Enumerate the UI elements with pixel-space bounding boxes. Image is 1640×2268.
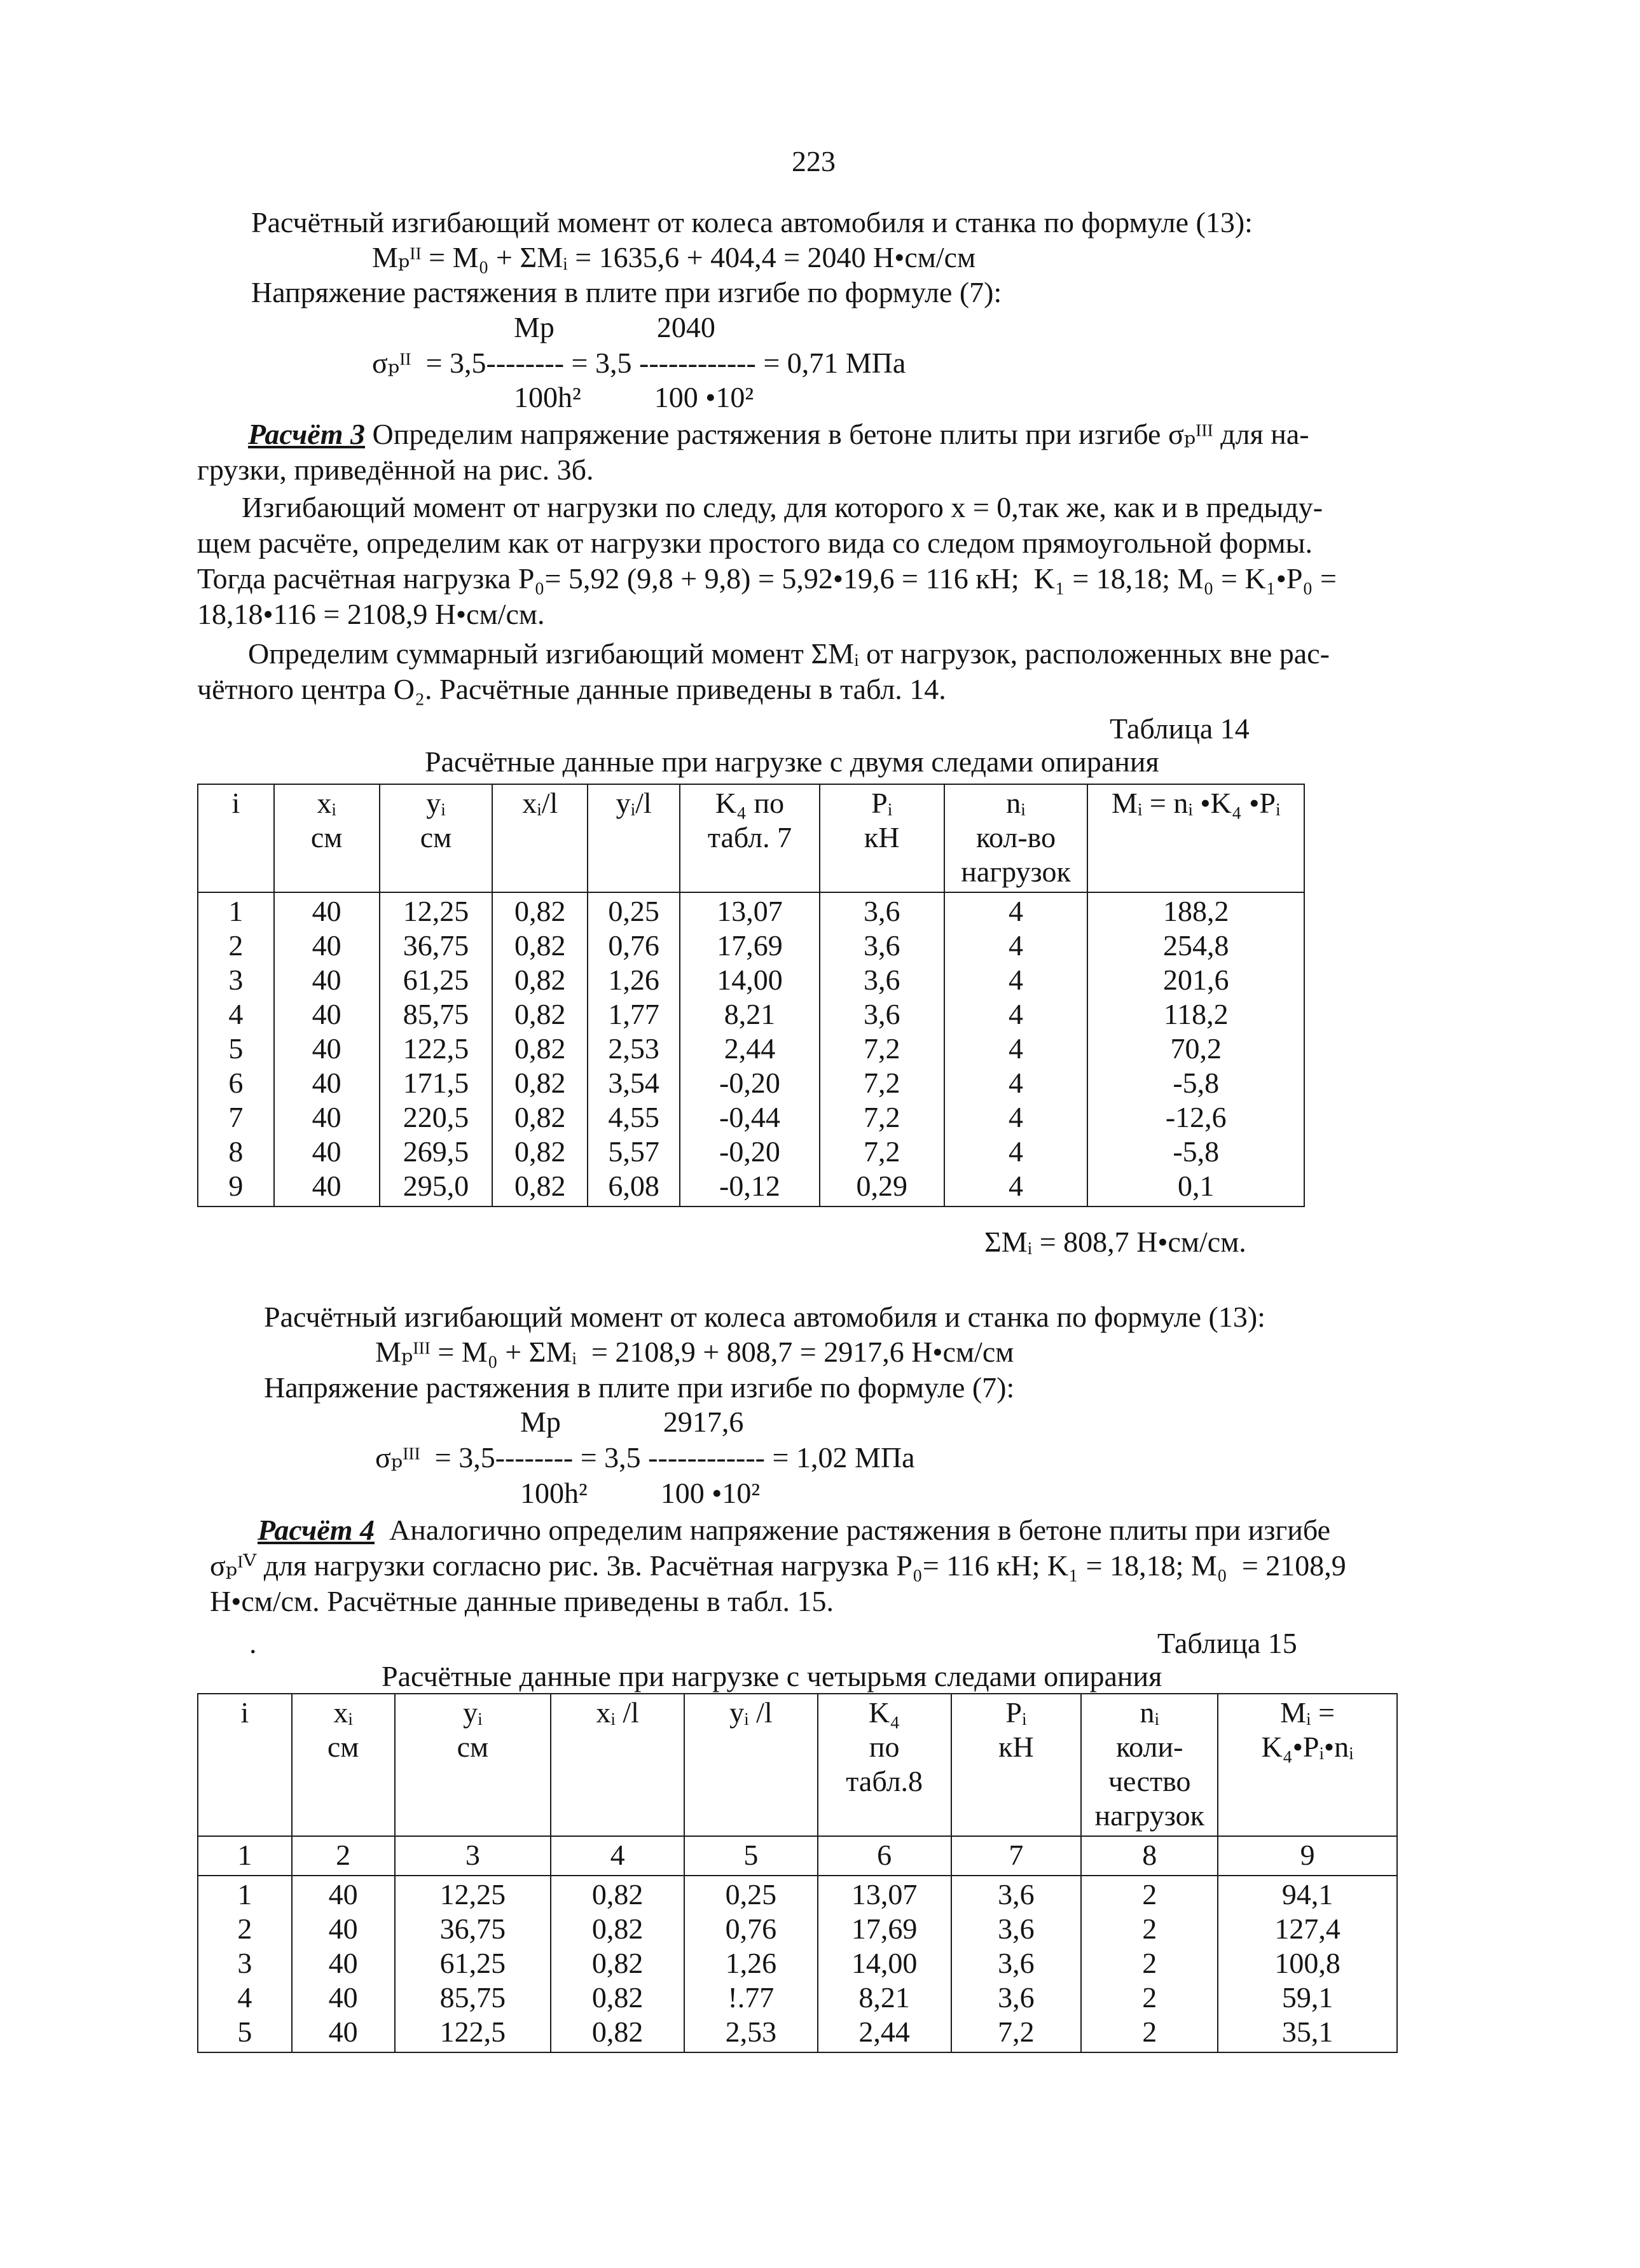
table-row [198,1169,1304,1207]
table-cell: 2 [1081,1946,1218,1981]
table-cell: 4 [944,892,1088,929]
table15-label: Таблица 15 [1157,1627,1297,1659]
table-cell: 122,5 [395,2015,551,2052]
table-cell: 0,82 [551,1876,684,1912]
table-cell: -5,8 [1087,1135,1304,1169]
table-cell: !.77 [684,1981,818,2015]
table-cell: 4,55 [588,1100,680,1135]
table-cell: 36,75 [380,929,493,963]
table-cell: 118,2 [1087,997,1304,1032]
table-header-cell: xᵢ/l [492,784,588,892]
table-cell: 61,25 [380,963,493,997]
table-cell: 1 [198,1876,292,1912]
table-cell: 40 [274,963,380,997]
table-cell: 171,5 [380,1066,493,1100]
table-column-number-cell: 1 [198,1836,292,1876]
table-cell: 94,1 [1218,1876,1397,1912]
table-cell: 85,75 [380,997,493,1032]
table-cell: 4 [944,929,1088,963]
table-column-number-cell: 3 [395,1836,551,1876]
table-cell: 4 [944,1032,1088,1066]
table-cell: 40 [274,1100,380,1135]
table-cell: 61,25 [395,1946,551,1981]
table-header-cell: Mᵢ = K₄•Pᵢ•nᵢ [1218,1694,1397,1836]
table-cell: 0,82 [492,1066,588,1100]
table-header-cell: nᵢ коли- чество нагрузок [1081,1694,1218,1836]
table-cell: 7,2 [820,1066,944,1100]
table-cell: 35,1 [1218,2015,1397,2052]
table-cell: 201,6 [1087,963,1304,997]
table-column-number-cell: 4 [551,1836,684,1876]
table-header-cell: i [198,1694,292,1836]
table-cell: -0,20 [680,1135,820,1169]
table-column-number-cell: 7 [951,1836,1082,1876]
table-cell: 7,2 [820,1032,944,1066]
table-14 [197,784,1305,1207]
table-cell: 40 [274,1066,380,1100]
table-cell: 3,6 [951,1876,1082,1912]
paragraph-moment-intro-2: Расчётный изгибающий момент от колеса автомобиля и станка по формуле (13): [264,1301,1265,1333]
table-cell: 70,2 [1087,1032,1304,1066]
table-cell: 8,21 [818,1981,951,2015]
table-cell: 6,08 [588,1169,680,1207]
table-cell: 3,6 [820,963,944,997]
table-cell: 7,2 [820,1100,944,1135]
formula-sigma-iii-denominator: 100h² 100 •10² [520,1477,761,1509]
table14-sum: ΣMᵢ = 808,7 Н•см/см. [984,1226,1246,1258]
table-cell: 0,25 [684,1876,818,1912]
table-cell: 127,4 [1218,1912,1397,1946]
table-cell: 0,82 [492,1032,588,1066]
table-cell: 7,2 [820,1135,944,1169]
table-cell: 2 [1081,1912,1218,1946]
table-row [198,1135,1304,1169]
calc4-heading: Расчёт 4 [258,1514,375,1546]
table-cell: 9 [198,1169,274,1207]
paragraph-sum-line-2: чётного центра O₂. Расчётные данные приведены в табл. 14. [197,673,946,705]
table-cell: -0,12 [680,1169,820,1207]
table-cell: 17,69 [818,1912,951,1946]
table-cell: 4 [944,1135,1088,1169]
calc3-line-2: грузки, приведённой на рис. 3б. [197,453,594,486]
table-column-number-cell: 5 [684,1836,818,1876]
table-column-number-cell: 6 [818,1836,951,1876]
table-cell: 100,8 [1218,1946,1397,1981]
formula-mp-iii: Mₚᴵᴵᴵ = M₀ + ΣMᵢ = 2108,9 + 808,7 = 2917,6 Н•см/см [375,1336,1014,1368]
table-cell: 40 [274,929,380,963]
table-header-row [198,784,1304,892]
formula-sigma-iii: σₚᴵᴵᴵ = 3,5-------- = 3,5 ------------ = 1,02 МПа [375,1441,915,1474]
paragraph-stress-intro: Напряжение растяжения в плите при изгибе по формуле (7): [251,276,1002,308]
table-cell: 2 [1081,1876,1218,1912]
table-cell: 0,82 [492,892,588,929]
formula-sigma-ii: σₚᴵᴵ = 3,5-------- = 3,5 ------------ = 0,71 МПа [372,347,906,379]
table-cell: 3,54 [588,1066,680,1100]
calc4-line-1 [258,1512,1330,1548]
table-cell: 0,82 [492,1169,588,1207]
table-cell: 14,00 [818,1946,951,1981]
table-header-cell: K₄ по табл.8 [818,1694,951,1836]
table-cell: 0,82 [492,963,588,997]
table-cell: 0,82 [492,1100,588,1135]
table-cell: 8,21 [680,997,820,1032]
table-header-cell: yᵢ /l [684,1694,818,1836]
table-cell: 2 [198,929,274,963]
table-cell: 188,2 [1087,892,1304,929]
table-cell: 2,44 [818,2015,951,2052]
page-number: 223 [792,145,836,177]
formula-sigma-ii-numerator: Mр 2040 [514,311,715,343]
table-row [198,963,1304,997]
table-cell: 6 [198,1066,274,1100]
table-header-cell: nᵢ кол-во нагрузок [944,784,1088,892]
calc4-line-3: Н•см/см. Расчётные данные приведены в табл. 15. [210,1585,834,1617]
table-cell: 12,25 [395,1876,551,1912]
table-column-number-row [198,1836,1397,1876]
table-cell: 40 [274,997,380,1032]
paragraph-load-line-2: щем расчёте, определим как от нагрузки простого вида со следом прямоугольной формы. [197,527,1313,559]
table15-dot: . [249,1627,257,1659]
table-row [198,892,1304,929]
table-cell: 40 [292,1912,395,1946]
table-cell: 1,26 [588,963,680,997]
calc3-text: Определим напряжение растяжения в бетоне плиты при изгибе σₚᴵᴵᴵ для на- [365,418,1309,450]
table-cell: 4 [944,1100,1088,1135]
table-cell: 0,76 [684,1912,818,1946]
table-cell: 12,25 [380,892,493,929]
table-cell: 4 [944,963,1088,997]
table-header-cell: yᵢ см [395,1694,551,1836]
table-header-row [198,1694,1397,1836]
table-15 [197,1693,1398,2053]
table-cell: 59,1 [1218,1981,1397,2015]
table-header-cell: xᵢ /l [551,1694,684,1836]
table-cell: 0,82 [551,2015,684,2052]
table-column-number-cell: 2 [292,1836,395,1876]
table-cell: 0,25 [588,892,680,929]
table-cell: 3,6 [951,1946,1082,1981]
table-cell: 3,6 [820,997,944,1032]
table-cell: 2,44 [680,1032,820,1066]
table-header-cell: Pᵢ кН [820,784,944,892]
table-cell: 40 [292,1876,395,1912]
paragraph-load-line-1: Изгибающий момент от нагрузки по следу, для которого x = 0,так же, как и в предыду- [242,491,1323,523]
table-header-cell: Pᵢ кН [951,1694,1082,1836]
table-column-number-cell: 9 [1218,1836,1397,1876]
table-row [198,1066,1304,1100]
table-cell: 17,69 [680,929,820,963]
table-cell: 1 [198,892,274,929]
table-row [198,929,1304,963]
calc4-text: Аналогично определим напряжение растяжения в бетоне плиты при изгибе [375,1514,1331,1546]
table-cell: 269,5 [380,1135,493,1169]
table-cell: 3 [198,963,274,997]
table-column-number-cell: 8 [1081,1836,1218,1876]
table-header-cell: yᵢ/l [588,784,680,892]
table-header-cell: K₄ по табл. 7 [680,784,820,892]
table-cell: 40 [274,1032,380,1066]
table14-label: Таблица 14 [1110,712,1250,745]
table-cell: 14,00 [680,963,820,997]
table-cell: -12,6 [1087,1100,1304,1135]
table-cell: 40 [274,1169,380,1207]
table-cell: 7,2 [951,2015,1082,2052]
calc3-heading: Расчёт 3 [248,418,365,450]
table-cell: 40 [292,1981,395,2015]
table-row [198,1100,1304,1135]
table-row [198,997,1304,1032]
paragraph-load-line-4: 18,18•116 = 2108,9 Н•см/см. [197,598,545,630]
table-cell: 40 [274,1135,380,1169]
table-cell: 5,57 [588,1135,680,1169]
table-cell: 0,82 [492,929,588,963]
table-cell: 3,6 [951,1912,1082,1946]
paragraph-moment-intro: Расчётный изгибающий момент от колеса автомобиля и станка по формуле (13): [251,206,1253,239]
table-row [198,1912,1397,1946]
table-header-cell: xᵢ см [274,784,380,892]
table-cell: 3 [198,1946,292,1981]
table-cell: 3,6 [951,1981,1082,2015]
table-cell: 254,8 [1087,929,1304,963]
table-header-cell: yᵢ см [380,784,493,892]
table-cell: 40 [292,1946,395,1981]
table-cell: -5,8 [1087,1066,1304,1100]
table-cell: 0,82 [551,1981,684,2015]
table-cell: 3,6 [820,892,944,929]
formula-mp-ii: Mₚᴵᴵ = M₀ + ΣMᵢ = 1635,6 + 404,4 = 2040 Н•см/см [372,241,976,273]
table-cell: 13,07 [680,892,820,929]
paragraph-stress-intro-2: Напряжение растяжения в плите при изгибе по формуле (7): [264,1371,1015,1404]
table-cell: 7 [198,1100,274,1135]
table-cell: 122,5 [380,1032,493,1066]
table-cell: 4 [944,1169,1088,1207]
table-cell: 8 [198,1135,274,1169]
table-cell: 0,82 [492,1135,588,1169]
paragraph-sum-line-1: Определим суммарный изгибающий момент ΣMᵢ от нагрузок, расположенных вне рас- [248,637,1330,670]
table-cell: 0,82 [492,997,588,1032]
table-cell: 0,82 [551,1946,684,1981]
table-cell: 2 [198,1912,292,1946]
table-cell: 40 [292,2015,395,2052]
table-row [198,1981,1397,2015]
table14-caption: Расчётные данные при нагрузке с двумя следами опирания [425,745,1159,778]
table-header-cell: i [198,784,274,892]
table-header-cell: Mᵢ = nᵢ •K₄ •Pᵢ [1087,784,1304,892]
table-row [198,2015,1397,2052]
table-cell: 0,82 [551,1912,684,1946]
table-cell: 1,77 [588,997,680,1032]
calc4-line-2: σₚᴵⱽ для нагрузки согласно рис. 3в. Расчётная нагрузка P₀= 116 кН; K₁ = 18,18; M₀ = 2108,9 [210,1549,1346,1582]
table-cell: 2,53 [588,1032,680,1066]
table-row [198,1876,1397,1912]
table-row [198,1032,1304,1066]
table-cell: 1,26 [684,1946,818,1981]
table-cell: -0,44 [680,1100,820,1135]
table-cell: 0,1 [1087,1169,1304,1207]
table-cell: 220,5 [380,1100,493,1135]
table-cell: 4 [198,1981,292,2015]
table-cell: 85,75 [395,1981,551,2015]
table-cell: 40 [274,892,380,929]
table-cell: 4 [944,1066,1088,1100]
table-cell: 0,29 [820,1169,944,1207]
table-cell: 2 [1081,2015,1218,2052]
table-cell: 4 [944,997,1088,1032]
table-header-cell: xᵢ см [292,1694,395,1836]
table15-caption: Расчётные данные при нагрузке с четырьмя следами опирания [382,1660,1162,1692]
table-cell: 36,75 [395,1912,551,1946]
table-cell: 5 [198,2015,292,2052]
formula-sigma-iii-numerator: Mр 2917,6 [520,1406,744,1438]
table-cell: -0,20 [680,1066,820,1100]
paragraph-load-line-3: Тогда расчётная нагрузка P₀= 5,92 (9,8 + 9,8) = 5,92•19,6 = 116 кН; K₁ = 18,18; M₀ = K₁•P₀ = [197,562,1337,595]
table-cell: 2 [1081,1981,1218,2015]
table-cell: 295,0 [380,1169,493,1207]
formula-sigma-ii-denominator: 100h² 100 •10² [514,381,754,413]
table-cell: 5 [198,1032,274,1066]
table-cell: 0,76 [588,929,680,963]
table-cell: 13,07 [818,1876,951,1912]
calc3-line-1 [248,417,1309,452]
table-cell: 2,53 [684,2015,818,2052]
table-cell: 3,6 [820,929,944,963]
table-cell: 4 [198,997,274,1032]
table-row [198,1946,1397,1981]
